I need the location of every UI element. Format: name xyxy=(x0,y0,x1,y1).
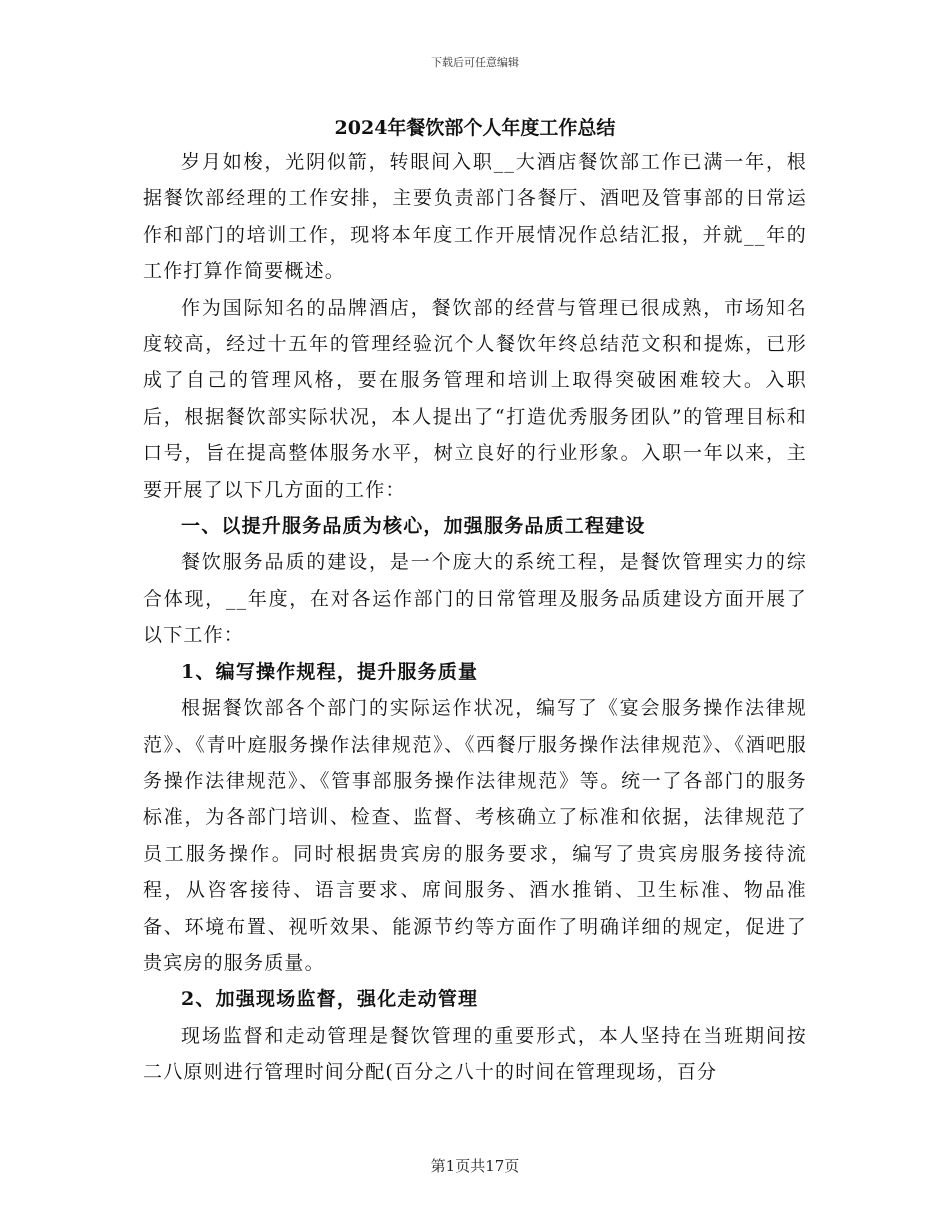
document-body xyxy=(143,112,807,1091)
document-title: 2024年餐饮部个人年度工作总结 xyxy=(334,117,616,139)
page-number: 第1页共17页 xyxy=(430,1157,520,1175)
paragraph-background: 作为国际知名的品牌酒店，餐饮部的经营与管理已很成熟，市场知名度较高，经过十五年的管理经验沉个人餐饮年终总结范文积和提炼，已形成了自己的管理风格，要在服务管理和培训上取得突破困难较大。入职后，根据餐饮部实际状况，本人提出了“打造优秀服务团队”的管理目标和口号，旨在提高整体服务水平，树立良好的行业形象。入职一年以来，主要开展了以下几方面的工作： xyxy=(143,296,807,501)
section-heading-1: 一、以提升服务品质为核心，加强服务品质工程建设 xyxy=(181,515,646,538)
subsection-heading-2: 2、加强现场监督，强化走动管理 xyxy=(181,988,479,1011)
paragraph-subsection-2: 现场监督和走动管理是餐饮管理的重要形式，本人坚持在当班期间按二八原则进行管理时间分配(百分之八十的时间在管理现场，百分 xyxy=(143,1024,807,1084)
subsection-heading-1: 1、编写操作规程，提升服务质量 xyxy=(181,660,479,683)
paragraph-intro: 岁月如梭，光阴似箭，转眼间入职__大酒店餐饮部工作已满一年，根据餐饮部经理的工作安排，主要负责部门各餐厅、酒吧及管事部的日常运作和部门的培训工作，现将本年度工作开展情况作总结汇报，并就__年的工作打算作简要概述。 xyxy=(143,151,807,283)
paragraph-subsection-1: 根据餐饮部各个部门的实际运作状况，编写了《宴会服务操作法律规范》、《青叶庭服务操作法律规范》、《西餐厅服务操作法律规范》、《酒吧服务操作法律规范》、《管事部服务操作法律规范》等。统一了各部门的服务标准，为各部门培训、检查、监督、考核确立了标准和依据，法律规范了员工服务操作。同时根据贵宾房的服务要求，编写了贵宾房服务接待流程，从咨客接待、语言要求、席间服务、酒水推销、卫生标准、物品准备、环境布置、视听效果、能源节约等方面作了明确详细的规定，促进了贵宾房的服务质量。 xyxy=(143,697,807,974)
paragraph-section-1: 餐饮服务品质的建设，是一个庞大的系统工程，是餐饮管理实力的综合体现，__年度，在对各运作部门的日常管理及服务品质建设方面开展了以下工作： xyxy=(143,551,807,647)
header-note: 下载后可任意编辑 xyxy=(431,56,519,69)
